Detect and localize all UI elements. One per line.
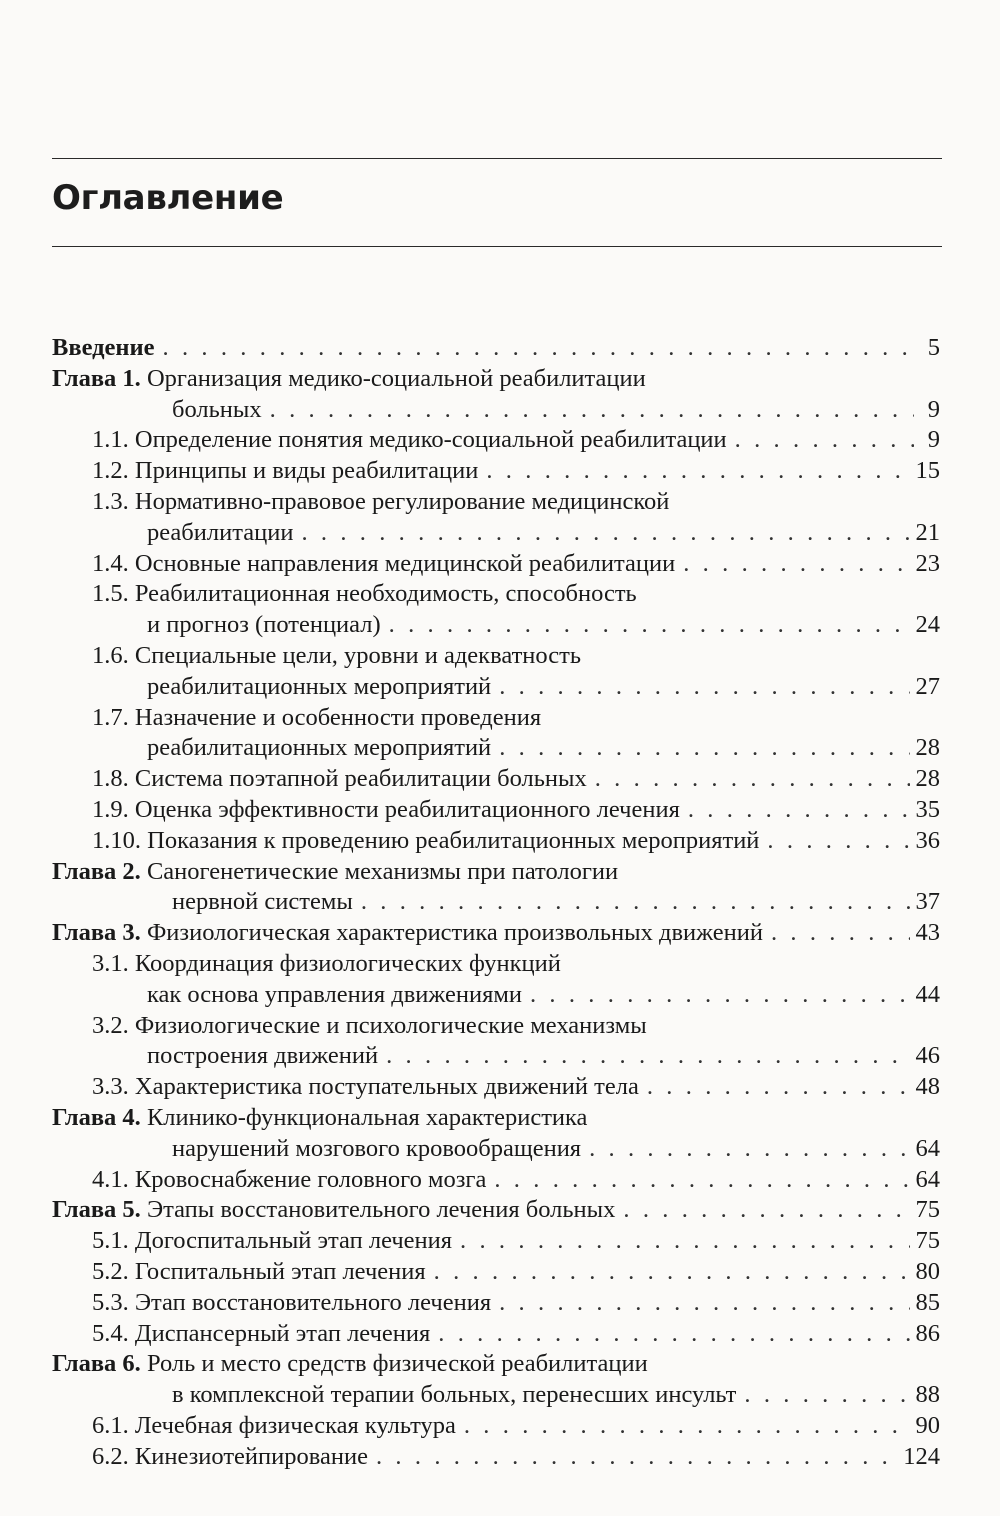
toc-title: Определение понятия медико-социальной реабилитации (134, 426, 727, 454)
toc-section[interactable] (52, 549, 940, 580)
toc-section[interactable] (52, 1442, 940, 1473)
toc-number: 1.8. (92, 765, 135, 793)
toc-line (52, 549, 940, 580)
dot-leader (683, 549, 909, 580)
toc-title: Догоспитальный этап лечения (134, 1227, 453, 1255)
toc-number: 3.2. (92, 1011, 135, 1039)
toc-line (52, 395, 940, 426)
toc-chapter[interactable] (52, 364, 940, 426)
toc-line (52, 610, 940, 641)
dot-leader (589, 1134, 909, 1165)
dot-leader (595, 764, 910, 795)
toc-title: Этапы восстановительного лечения больных (146, 1196, 616, 1224)
toc-title: Основные направления медицинской реабилитации (134, 549, 676, 577)
toc-page-number: 44 (915, 980, 940, 1008)
toc-chapter[interactable] (52, 857, 940, 919)
toc-line (52, 1072, 940, 1103)
toc-line (52, 518, 940, 549)
table-of-contents (52, 333, 940, 1472)
dot-leader (270, 395, 914, 426)
toc-chapter[interactable] (52, 1349, 940, 1411)
toc-section[interactable] (52, 764, 940, 795)
toc-title: Физиологические и психологические механизмы (134, 1011, 647, 1039)
toc-title: Лечебная физическая культура (134, 1411, 456, 1439)
toc-title: Реабилитационная необходимость, способность (134, 580, 637, 608)
toc-title: Госпитальный этап лечения (134, 1257, 426, 1285)
toc-page-number: 24 (915, 611, 940, 639)
toc-page-number: 64 (915, 1134, 940, 1162)
toc-title: построения движений (147, 1042, 379, 1070)
toc-title: Роль и место средств физической реабилитации (146, 1350, 648, 1378)
toc-number: 1.9. (92, 795, 135, 823)
toc-number: 3.1. (92, 949, 135, 977)
toc-page-number: 64 (915, 1165, 940, 1193)
toc-number: Глава 3. (52, 919, 147, 947)
dot-leader (647, 1072, 910, 1103)
toc-page-number: 85 (915, 1288, 940, 1316)
toc-title: больных (172, 395, 262, 423)
toc-line (52, 1380, 940, 1411)
toc-title: Показания к проведению реабилитационных мероприятий (147, 826, 760, 854)
toc-section[interactable] (52, 456, 940, 487)
toc-page-number: 88 (915, 1381, 940, 1409)
toc-line (52, 1011, 940, 1042)
toc-line (52, 857, 940, 888)
toc-title: в комплексной терапии больных, перенесших инсульт (172, 1381, 737, 1409)
dot-leader (623, 1195, 909, 1226)
toc-number: 1.7. (92, 703, 135, 731)
toc-section[interactable] (52, 425, 940, 456)
dot-leader (376, 1442, 897, 1473)
toc-line (52, 764, 940, 795)
dot-leader (499, 1288, 909, 1319)
bottom-rule (52, 246, 942, 247)
toc-page-number: 43 (915, 919, 940, 947)
toc-line (52, 1195, 940, 1226)
dot-leader (464, 1411, 910, 1442)
toc-title: как основа управления движениями (147, 980, 522, 1008)
toc-number: 5.3. (92, 1288, 135, 1316)
toc-page-number: 28 (915, 765, 940, 793)
toc-title: нарушений мозгового кровообращения (172, 1134, 582, 1162)
toc-title: реабилитации (147, 518, 294, 546)
toc-title: и прогноз (потенциал) (147, 611, 381, 639)
toc-title: Этап восстановительного лечения (134, 1288, 492, 1316)
dot-leader (494, 1165, 909, 1196)
toc-line (52, 1411, 940, 1442)
toc-line (52, 1288, 940, 1319)
toc-page-number: 75 (915, 1196, 940, 1224)
toc-title: Организация медико-социальной реабилитации (146, 364, 646, 392)
toc-number: 1.3. (92, 487, 135, 515)
toc-title: Назначение и особенности проведения (134, 703, 542, 731)
toc-title: Саногенетические механизмы при патологии (146, 857, 619, 885)
dot-leader (386, 1041, 909, 1072)
toc-number: 5.2. (92, 1257, 135, 1285)
dot-leader (735, 425, 914, 456)
dot-leader (499, 733, 909, 764)
toc-line (52, 1041, 940, 1072)
toc-section[interactable] (52, 703, 940, 765)
toc-number: Глава 4. (52, 1103, 147, 1131)
toc-page-number: 90 (915, 1411, 940, 1439)
toc-title: Кинезиотейпирование (134, 1442, 368, 1470)
toc-page-number: 28 (915, 734, 940, 762)
toc-section[interactable] (52, 1226, 940, 1257)
dot-leader (486, 456, 909, 487)
toc-line (52, 1103, 940, 1134)
toc-number: Глава 2. (52, 857, 147, 885)
page-title: Оглавление (52, 178, 284, 218)
toc-title: Физиологическая характеристика произвольных движений (146, 919, 763, 947)
toc-title: Характеристика поступательных движений тела (134, 1073, 639, 1101)
toc-number: 1.2. (92, 457, 135, 485)
toc-page-number: 86 (915, 1319, 940, 1347)
toc-line (52, 1442, 940, 1473)
toc-number: Глава 6. (52, 1350, 147, 1378)
toc-number: Глава 1. (52, 364, 147, 392)
toc-title: Специальные цели, уровни и адекватность (134, 641, 581, 669)
toc-section[interactable] (52, 1411, 940, 1442)
toc-line (52, 887, 940, 918)
toc-title: Диспансерный этап лечения (134, 1319, 431, 1347)
top-rule (52, 158, 942, 159)
toc-section[interactable] (52, 1319, 940, 1350)
dot-leader (438, 1319, 909, 1350)
toc-line (52, 1349, 940, 1380)
toc-number: 1.5. (92, 580, 135, 608)
dot-leader (688, 795, 910, 826)
toc-line (52, 918, 940, 949)
toc-number: 6.2. (92, 1442, 135, 1470)
dot-leader (771, 918, 910, 949)
toc-number: 5.4. (92, 1319, 135, 1347)
toc-section[interactable] (52, 487, 940, 549)
toc-line (52, 826, 940, 857)
toc-title: нервной системы (172, 888, 353, 916)
toc-line (52, 733, 940, 764)
toc-section[interactable] (52, 579, 940, 641)
toc-page-number: 37 (915, 888, 940, 916)
dot-leader (499, 672, 909, 703)
toc-page-number: 48 (915, 1073, 940, 1101)
toc-page-number: 15 (915, 457, 940, 485)
toc-section[interactable] (52, 949, 940, 1011)
toc-section[interactable] (52, 1257, 940, 1288)
toc-title: Система поэтапной реабилитации больных (134, 765, 587, 793)
toc-line (52, 795, 940, 826)
toc-page-number: 46 (915, 1042, 940, 1070)
toc-page-number: 23 (915, 549, 940, 577)
toc-page-number: 21 (915, 518, 940, 546)
toc-number: 4.1. (92, 1165, 135, 1193)
toc-line (52, 1134, 940, 1165)
toc-section[interactable] (52, 795, 940, 826)
toc-line (52, 487, 940, 518)
toc-number: 5.1. (92, 1227, 135, 1255)
toc-line (52, 949, 940, 980)
toc-chapter[interactable] (52, 1195, 940, 1226)
dot-leader (163, 333, 915, 364)
toc-line (52, 456, 940, 487)
toc-line (52, 425, 940, 456)
toc-line (52, 672, 940, 703)
toc-number: 1.10. (92, 826, 148, 854)
toc-number: 3.3. (92, 1073, 135, 1101)
toc-section[interactable] (52, 1011, 940, 1073)
toc-chapter[interactable] (52, 918, 940, 949)
toc-number: 1.4. (92, 549, 135, 577)
toc-number: 1.6. (92, 641, 135, 669)
toc-line (52, 641, 940, 672)
toc-line (52, 364, 940, 395)
toc-title: Введение (52, 334, 155, 361)
toc-page-number: 5 (927, 334, 940, 361)
toc-page-number: 9 (927, 426, 940, 454)
dot-leader (361, 887, 910, 918)
toc-title: Координация физиологических функций (134, 949, 561, 977)
dot-leader (389, 610, 910, 641)
toc-line (52, 1226, 940, 1257)
toc-page-number: 75 (915, 1227, 940, 1255)
toc-line (52, 333, 940, 364)
toc-line (52, 579, 940, 610)
toc-page-number: 9 (927, 395, 940, 423)
dot-leader (434, 1257, 910, 1288)
dot-leader (767, 826, 909, 857)
toc-line (52, 1257, 940, 1288)
dot-leader (460, 1226, 909, 1257)
toc-page-number: 36 (915, 826, 940, 854)
toc-section[interactable] (52, 826, 940, 857)
toc-page-number: 27 (915, 672, 940, 700)
toc-title: Клинико-функциональная характеристика (146, 1103, 588, 1131)
toc-title: Кровоснабжение головного мозга (134, 1165, 487, 1193)
toc-number: 6.1. (92, 1411, 135, 1439)
toc-introduction[interactable] (52, 333, 940, 364)
dot-leader (744, 1380, 909, 1411)
toc-title: реабилитационных мероприятий (147, 672, 492, 700)
dot-leader (530, 980, 910, 1011)
toc-line (52, 703, 940, 734)
toc-line (52, 1165, 940, 1196)
toc-title: реабилитационных мероприятий (147, 734, 492, 762)
toc-section[interactable] (52, 1165, 940, 1196)
toc-section[interactable] (52, 1288, 940, 1319)
dot-leader (301, 518, 909, 549)
toc-line (52, 1319, 940, 1350)
toc-title: Оценка эффективности реабилитационного лечения (134, 795, 680, 823)
toc-line (52, 980, 940, 1011)
toc-section[interactable] (52, 1072, 940, 1103)
toc-number: 1.1. (92, 426, 135, 454)
toc-chapter[interactable] (52, 1103, 940, 1165)
toc-title: Принципы и виды реабилитации (134, 457, 479, 485)
toc-page-number: 35 (915, 795, 940, 823)
toc-title: Нормативно-правовое регулирование медицинской (134, 487, 670, 515)
toc-page-number: 80 (915, 1257, 940, 1285)
toc-number: Глава 5. (52, 1196, 147, 1224)
toc-section[interactable] (52, 641, 940, 703)
toc-page-number: 124 (903, 1442, 940, 1470)
